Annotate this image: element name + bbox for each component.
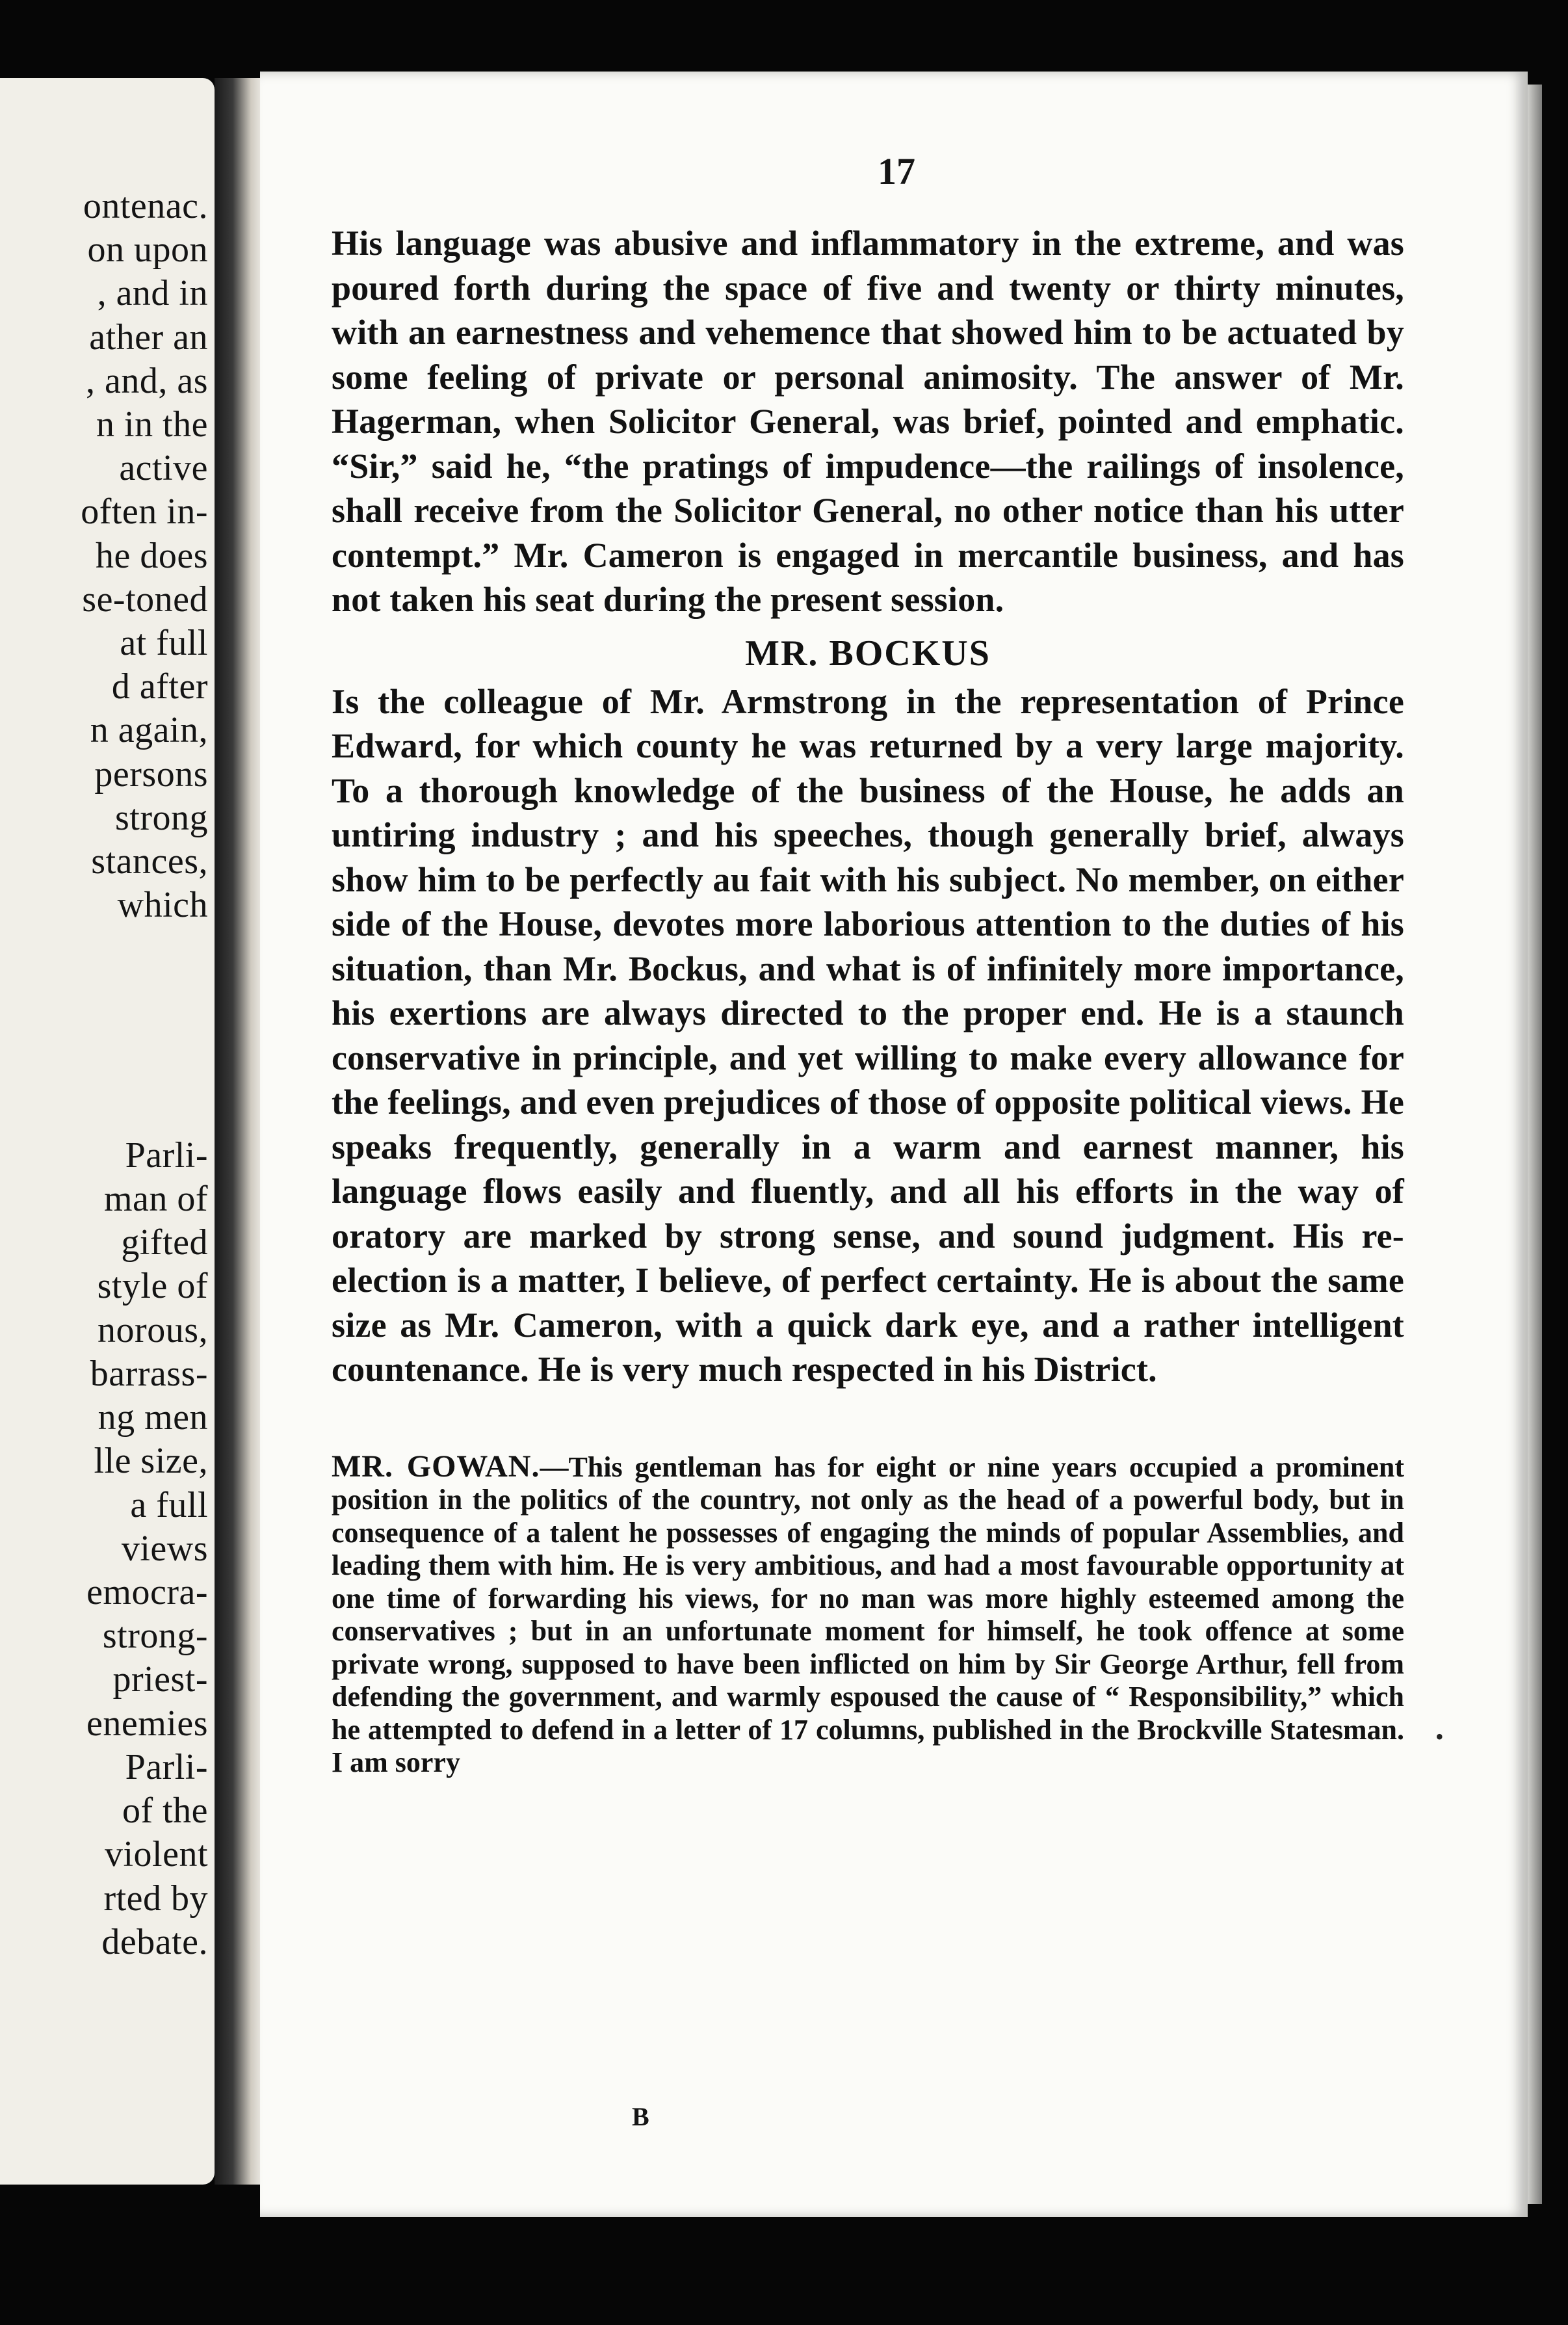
left-page-line: violent (104, 1834, 208, 1874)
left-page-line: active (119, 448, 208, 488)
left-page-line: on upon (87, 230, 208, 270)
left-page-line: lle size, (94, 1441, 208, 1481)
left-page-line: ather an (89, 317, 208, 358)
left-page-line: he does (95, 536, 208, 576)
left-page-line: norous, (98, 1310, 208, 1350)
paragraph-gowan (332, 1451, 1404, 1780)
left-page-line: se-toned (82, 579, 208, 620)
left-page-line: n in the (96, 404, 208, 445)
left-page-line: emocra- (86, 1572, 208, 1612)
page-edge (1528, 85, 1542, 2204)
page-body (332, 221, 1404, 1808)
left-page-line: gifted (121, 1222, 208, 1263)
left-page-line: n again, (90, 710, 208, 750)
left-page-line: often in- (81, 492, 208, 532)
left-page-line: man of (103, 1179, 208, 1219)
left-page-line: persons (94, 754, 208, 795)
left-page-line: debate. (101, 1922, 208, 1962)
left-page-line: d after (111, 666, 208, 707)
left-page-line: views (121, 1529, 208, 1569)
paragraph-gowan-lead: MR. GOWAN. (332, 1449, 540, 1484)
left-page-line: , and in (97, 273, 208, 313)
left-page-line: at full (120, 623, 208, 663)
left-page-line: enemies (86, 1703, 208, 1744)
left-page-line: which (117, 885, 208, 925)
left-page-line: ontenac. (83, 186, 208, 226)
left-page-line: , and, as (85, 361, 208, 401)
left-page-line: strong (115, 798, 208, 838)
paragraph-gowan-text: —This gentleman has for eight or nine years occupied a prominent position in the politics of the country, not only as the head of a powerful body, but in consequence of a talent he possesses of engaging the minds of popular Assemblies, and leading them with him. He is very ambitious, and had a most favourable opportunity at one time of forwarding his views, for no man was more highly esteemed among the conservatives ; but in an unfortunate moment for himself, he took offence at some private wrong, supposed to have been inflicted on him by Sir George Arthur, fell from defending the government, and warmly espoused the cause of “ Responsibility,” which he attempted to defend in a letter of 17 columns, published in the Brockville Statesman. I am sorry (332, 1451, 1405, 1778)
book-spine (215, 78, 267, 2185)
left-page-line: a full (130, 1485, 208, 1525)
left-page-line: Parli- (125, 1135, 208, 1176)
left-page-line: of the (122, 1791, 208, 1831)
left-page-line: ng men (98, 1397, 208, 1438)
left-page-line: strong- (102, 1616, 208, 1656)
paragraph-cameron: His language was abusive and inflammatory in the extreme, and was poured forth during the space of five and twenty or thirty minutes, with an earnestness and vehemence that showed him to be actuated by some feeling of private or personal animosity. The answer of Mr. Hagerman, when Solicitor General, was brief, pointed and emphatic. “Sir,” said he, “the pratings of impudence—the railings of insolence, shall receive from the Solicitor General, no other notice than his utter contempt.” Mr. Cameron is engaged in mercantile business, and has not taken his seat during the present session. (332, 224, 1404, 619)
left-page-line: barrass- (90, 1354, 208, 1394)
left-page (0, 78, 215, 2185)
section-heading-bockus: MR. BOCKUS (745, 633, 991, 674)
left-page-line: rted by (103, 1878, 208, 1919)
paragraph-bockus: Is the colleague of Mr. Armstrong in the representation of Prince Edward, for which county he was returned by a very large majority. To a thorough knowledge of the business of the House, he adds an untiring industry ; and his speeches, though generally brief, always show him to be perfectly au fait with his subject. No member, on either side of the House, devotes more laborious attention to the duties of his situation, than Mr. Bockus, and what is of infinitely more importance, his exertions are always directed to the proper end. He is a staunch conservative in principle, and yet willing to make every allowance for the feelings, and even prejudices of those of opposite political views. He speaks frequently, generally in a warm and earnest manner, his language flows easily and fluently, and all his efforts in the way of oratory are marked by strong sense, and sound judgment. His re-election is a matter, I believe, of perfect certainty. He is about the same size as Mr. Cameron, with a quick dark eye, and a rather intelligent countenance. He is very much respected in his District. (332, 681, 1404, 1389)
page-number: 17 (878, 150, 915, 192)
left-page-line: Parli- (125, 1747, 208, 1787)
stray-mark: • (1435, 1724, 1444, 1750)
left-page-line: style of (97, 1266, 208, 1306)
left-page-line: priest- (112, 1659, 208, 1700)
signature-mark: B (632, 2102, 649, 2131)
left-page-line: stances, (91, 841, 208, 882)
